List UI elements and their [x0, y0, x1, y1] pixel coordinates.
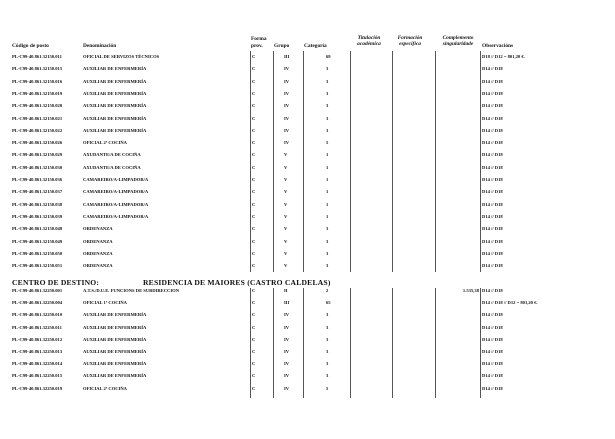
posto-forma: C	[252, 300, 256, 306]
posto-grupo: III	[284, 300, 290, 306]
header-codigo: Código de posto	[12, 43, 49, 49]
posto-categoria: 3	[326, 349, 329, 354]
table-row	[0, 322, 615, 334]
table-row	[0, 248, 615, 260]
table-row	[0, 346, 615, 358]
posto-grupo: V	[284, 152, 288, 158]
header-categoria: Categoría	[304, 43, 327, 49]
posto-forma: C	[252, 152, 256, 158]
posto-grupo: IV	[284, 66, 290, 72]
posto-forma: C	[252, 312, 256, 318]
posto-code: PL-C99-40.861.32250.014	[12, 361, 63, 367]
posto-categoria: 1	[326, 177, 329, 182]
table-row	[0, 186, 615, 198]
posto-code: PL-C99-40.861.32150.022	[12, 127, 63, 133]
posto-forma: C	[252, 127, 256, 133]
posto-denominacion: AUXILIAR DE ENFERMERÍA	[83, 312, 147, 318]
posto-grupo: IV	[284, 90, 290, 96]
posto-grupo: V	[284, 238, 288, 244]
posto-denominacion: A.T.S./D.U.E. FUNCIONS DE SUBDIRECCION	[83, 288, 180, 293]
posto-forma: C	[252, 189, 256, 195]
posto-code: PL-C99-40.861.32150.050	[12, 250, 63, 256]
table-row	[0, 334, 615, 346]
posto-code: PL-C99-40.861.32150.029	[12, 152, 63, 158]
posto-grupo: IV	[284, 324, 290, 330]
posto-grupo: IV	[284, 373, 290, 379]
posto-grupo: V	[284, 226, 288, 232]
posto-denominacion: ORDENANZA	[83, 250, 113, 256]
posto-observacions: D14 // D18	[482, 250, 503, 256]
posto-forma: C	[252, 373, 256, 379]
table-row	[0, 236, 615, 248]
posto-code: PL-C99-40.861.32250.015	[12, 373, 63, 379]
posto-forma: C	[252, 66, 256, 72]
posto-code: PL-C99-40.861.32150.051	[12, 263, 63, 269]
table-row	[0, 211, 615, 223]
posto-observacions: D14 // D18	[482, 127, 503, 133]
header-forma-line1: Forma	[251, 36, 267, 42]
posto-observacions: D14 // D18	[482, 312, 503, 318]
table-row	[0, 100, 615, 112]
posto-observacions: D14 // D18	[482, 177, 503, 182]
posto-forma: C	[252, 177, 256, 182]
table-row	[0, 51, 615, 63]
posto-forma: C	[252, 263, 256, 269]
posto-denominacion: AUXILIAR DE ENFERMERÍA	[83, 78, 147, 84]
posto-categoria: 5	[326, 385, 329, 391]
posto-code: PL-C99-40.861.32250.011	[12, 324, 62, 330]
posto-grupo: V	[284, 189, 288, 195]
posto-code: PL-C99-40.861.32150.048	[12, 226, 63, 232]
posto-observacions: D14 // D18	[482, 90, 503, 96]
posto-denominacion: OFICIAL 2ª COCIÑA	[83, 140, 128, 146]
posto-code: PL-C99-40.861.32150.015	[12, 66, 63, 72]
posto-grupo: V	[284, 213, 288, 219]
posto-grupo: IV	[284, 140, 290, 146]
posto-denominacion: ORDENANZA	[83, 238, 113, 244]
posto-denominacion: CAMAREIRO/A-LIMPADOR/A	[83, 177, 149, 182]
posto-observacions: D14 // D18	[482, 201, 503, 207]
header-observacions: Observacións	[482, 43, 514, 49]
posto-categoria: 3	[326, 373, 329, 379]
posto-categoria: 1	[326, 152, 329, 158]
posto-code: PL-C99-40.861.32250.013	[12, 349, 63, 354]
header-denominacion: Denominación	[83, 43, 117, 49]
posto-code: PL-C99-40.861.32150.038	[12, 201, 63, 207]
table-row	[0, 297, 615, 309]
table-row	[0, 162, 615, 174]
posto-categoria: 3	[326, 336, 329, 342]
posto-denominacion: AXUDANTE/A DE COCIÑA	[83, 152, 141, 158]
header-complemento-line2: singularidade	[442, 41, 474, 47]
posto-code: PL-C99-40.861.32250.019	[12, 385, 63, 391]
posto-grupo: III	[284, 54, 290, 59]
posto-forma: C	[252, 78, 256, 84]
table-row	[0, 125, 615, 137]
posto-denominacion: CAMAREIRO/A-LIMPADOR/A	[83, 189, 149, 195]
posto-categoria: 3	[326, 312, 329, 318]
posto-forma: C	[252, 201, 256, 207]
posto-grupo: IV	[284, 361, 290, 367]
posto-code: PL-C99-40.861.32150.036	[12, 177, 63, 182]
posto-code: PL-C99-40.861.32150.037	[12, 189, 63, 195]
posto-code: PL-C99-40.861.32250.004	[12, 300, 63, 306]
posto-categoria: 3	[326, 90, 329, 96]
posto-observacions: D18 // D12 = 801,20 €.	[482, 54, 525, 59]
posto-forma: C	[252, 90, 256, 96]
posto-code: PL-C99-40.861.32250.001	[12, 288, 63, 293]
posto-categoria: 3	[326, 238, 329, 244]
posto-forma: C	[252, 288, 256, 293]
posto-observacions: D14 // D18	[482, 324, 503, 330]
posto-denominacion: AUXILIAR DE ENFERMERÍA	[83, 336, 147, 342]
posto-forma: C	[252, 226, 256, 232]
posto-denominacion: AUXILIAR DE ENFERMERÍA	[83, 90, 147, 96]
header-complemento-line1: Complemento	[442, 35, 474, 41]
posto-categoria: 3	[326, 324, 329, 330]
posto-forma: C	[252, 238, 256, 244]
posto-denominacion: AUXILIAR DE ENFERMERÍA	[83, 349, 147, 354]
table-row	[0, 370, 615, 382]
posto-code: PL-C99-40.861.32150.026	[12, 140, 63, 146]
posto-grupo: IV	[284, 103, 290, 109]
posto-denominacion: OFICIAL DE SERVIZOS TÉCNICOS	[83, 54, 160, 59]
posto-grupo: IV	[284, 312, 290, 318]
posto-code: PL-C99-40.861.32150.039	[12, 213, 63, 219]
posto-observacions: D14 // D18	[482, 103, 503, 109]
posto-grupo: V	[284, 164, 288, 170]
header-titulacion-line1: Titulación	[357, 35, 381, 41]
posto-denominacion: AXUDANTE/A DE COCIÑA	[83, 164, 141, 170]
posto-categoria: 69	[326, 54, 331, 59]
section-label: CENTRO DE DESTINO:	[12, 278, 100, 287]
posto-forma: C	[252, 324, 256, 330]
posto-denominacion: ORDENANZA	[83, 263, 113, 269]
posto-forma: C	[252, 213, 256, 219]
posto-categoria: 2	[326, 288, 329, 293]
posto-observacions: D14 // D18 // D12 = 801,20 €.	[482, 300, 538, 306]
posto-observacions: D14 // D18	[482, 164, 503, 170]
table-row	[0, 358, 615, 370]
posto-categoria: 1	[326, 164, 329, 170]
posto-denominacion: AUXILIAR DE ENFERMERÍA	[83, 373, 147, 379]
posto-forma: C	[252, 115, 256, 121]
posto-categoria: 3	[326, 250, 329, 256]
header-titulacion-line2: académica	[357, 41, 381, 47]
section-center-name: RESIDENCIA DE MAIORES (CASTRO CALDELAS)	[143, 278, 331, 287]
posto-forma: C	[252, 140, 256, 146]
posto-denominacion: ORDENANZA	[83, 226, 113, 232]
posto-categoria: 3	[326, 115, 329, 121]
posto-forma: C	[252, 103, 256, 109]
posto-observacions: D14 // D18	[482, 152, 503, 158]
posto-categoria: 3	[326, 127, 329, 133]
posto-categoria: 3	[326, 263, 329, 269]
table-row	[0, 88, 615, 100]
posto-code: PL-C99-40.861.32150.021	[12, 115, 63, 121]
posto-observacions: D14 // D18	[482, 288, 503, 293]
posto-grupo: V	[284, 263, 288, 269]
posto-observacions: D14 // D18	[482, 189, 503, 195]
posto-code: PL-C99-40.861.32150.019	[12, 90, 63, 96]
posto-observacions: D14 // D18	[482, 78, 503, 84]
posto-forma: C	[252, 336, 256, 342]
posto-categoria: 3	[326, 66, 329, 72]
posto-grupo: V	[284, 250, 288, 256]
posto-denominacion: OFICIAL 2ª COCIÑA	[83, 385, 128, 391]
posto-forma: C	[252, 385, 256, 391]
table-row	[0, 223, 615, 235]
posto-code: PL-C99-40.861.32150.049	[12, 238, 63, 244]
posto-denominacion: OFICIAL 1ª COCIÑA	[83, 300, 128, 306]
table-row	[0, 260, 615, 272]
posto-code: PL-C99-40.861.32250.010	[12, 312, 63, 318]
table-row	[0, 76, 615, 88]
posto-denominacion: CAMAREIRO/A-LIMPADOR/A	[83, 201, 149, 207]
posto-observacions: D14 // D18	[482, 349, 503, 354]
posto-denominacion: CAMAREIRO/A-LIMPADOR/A	[83, 213, 149, 219]
table-row	[0, 285, 615, 297]
posto-categoria: 3	[326, 103, 329, 109]
table-row	[0, 63, 615, 75]
posto-grupo: IV	[284, 385, 290, 391]
posto-grupo: II	[284, 288, 288, 293]
table-row	[0, 309, 615, 321]
posto-code: PL-C99-40.861.32150.030	[12, 164, 63, 170]
header-grupo: Grupo	[274, 43, 290, 49]
posto-denominacion: AUXILIAR DE ENFERMERÍA	[83, 324, 147, 330]
posto-forma: C	[252, 349, 256, 354]
posto-observacions: D14 // D18	[482, 361, 503, 367]
posto-observacions: D14 // D18	[482, 115, 503, 121]
posto-forma: C	[252, 54, 256, 59]
posto-observacions: D14 // D18	[482, 140, 503, 146]
posto-denominacion: AUXILIAR DE ENFERMERÍA	[83, 103, 147, 109]
posto-denominacion: AUXILIAR DE ENFERMERÍA	[83, 127, 147, 133]
posto-categoria: 1	[326, 189, 329, 195]
posto-denominacion: AUXILIAR DE ENFERMERÍA	[83, 361, 147, 367]
posto-observacions: D14 // D18	[482, 336, 503, 342]
posto-categoria: 3	[326, 78, 329, 84]
table-row	[0, 137, 615, 149]
posto-observacions: D14 // D18	[482, 385, 503, 391]
posto-observacions: D14 // D18	[482, 66, 503, 72]
posto-categoria: 1	[326, 201, 329, 207]
posto-observacions: D14 // D18	[482, 213, 503, 219]
posto-forma: C	[252, 361, 256, 367]
posto-grupo: V	[284, 201, 288, 207]
posto-categoria: 3	[326, 226, 329, 232]
table-row	[0, 199, 615, 211]
posto-forma: C	[252, 250, 256, 256]
table-row	[0, 113, 615, 125]
posto-categoria: 5	[326, 140, 329, 146]
table-row	[0, 383, 615, 395]
posto-observacions: D14 // D18	[482, 238, 503, 244]
posto-denominacion: AUXILIAR DE ENFERMERÍA	[83, 66, 147, 72]
posto-code: PL-C99-40.861.32150.016	[12, 78, 63, 84]
table-row	[0, 149, 615, 161]
posto-grupo: IV	[284, 336, 290, 342]
table-row	[0, 174, 615, 186]
header-formacion-line1: Formación	[397, 35, 423, 41]
posto-forma: C	[252, 164, 256, 170]
posto-grupo: IV	[284, 115, 290, 121]
posto-grupo: V	[284, 177, 288, 182]
posto-observacions: D14 // D18	[482, 226, 503, 232]
posto-code: PL-C99-40.861.32250.012	[12, 336, 63, 342]
posto-observacions: D14 // D18	[482, 373, 503, 379]
posto-categoria: 65	[326, 300, 331, 306]
posto-grupo: IV	[284, 78, 290, 84]
posto-grupo: IV	[284, 127, 290, 133]
posto-code: PL-C99-40.861.32150.020	[12, 103, 63, 109]
posto-categoria: 1	[326, 213, 329, 219]
posto-observacions: D14 // D18	[482, 263, 503, 269]
posto-categoria: 3	[326, 361, 329, 367]
posto-denominacion: AUXILIAR DE ENFERMERÍA	[83, 115, 147, 121]
header-formacion-line2: específica	[399, 41, 421, 47]
posto-complemento: 1.535,38	[462, 288, 479, 293]
header-forma-line2: prov.	[251, 43, 263, 49]
posto-code: PL-C99-40.861.32150.011	[12, 54, 62, 59]
posto-grupo: IV	[284, 349, 290, 354]
